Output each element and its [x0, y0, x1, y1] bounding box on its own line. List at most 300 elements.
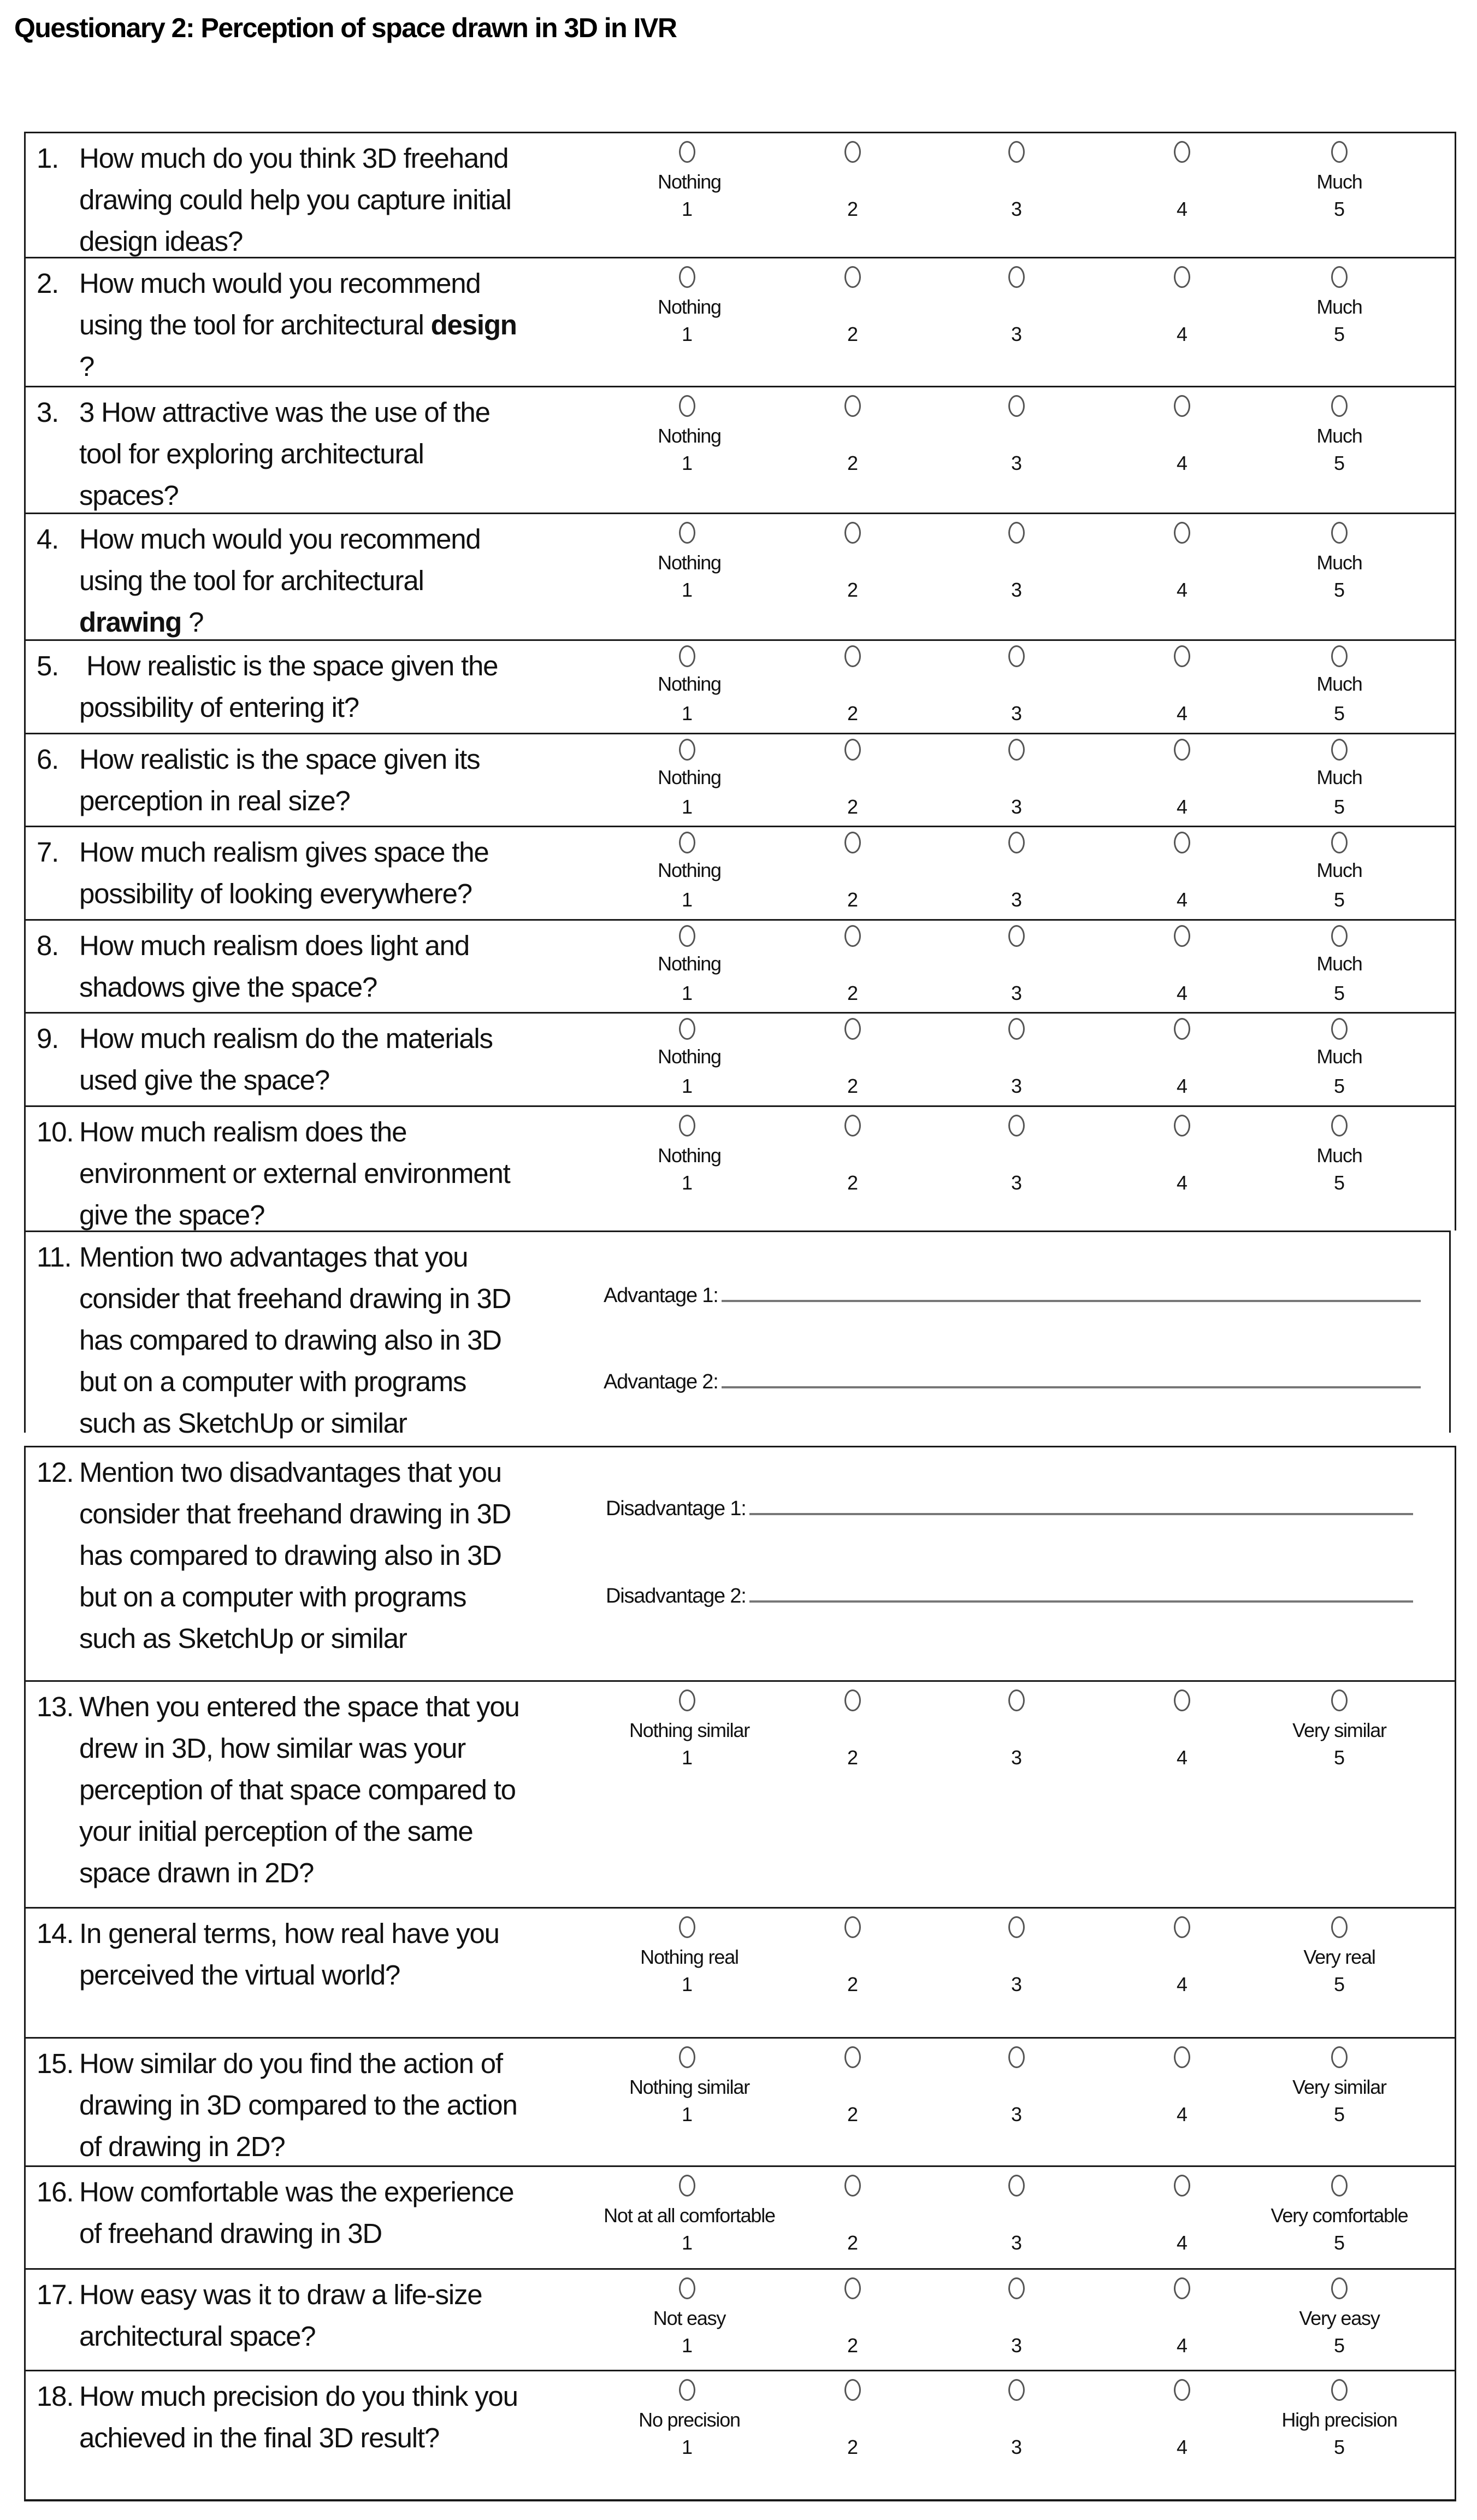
radio-button-2[interactable]	[844, 1689, 861, 1711]
question-row-5	[24, 639, 1456, 733]
radio-button-4[interactable]	[1174, 1115, 1190, 1137]
radio-button-4[interactable]	[1174, 1018, 1190, 1040]
emphasis-word: design	[430, 309, 517, 340]
question-row-2	[24, 257, 1456, 386]
scale-value: 3	[1011, 323, 1023, 345]
question-text	[37, 1452, 583, 1659]
radio-button-1[interactable]	[679, 2175, 695, 2197]
scale-value: 4	[1176, 1973, 1188, 1995]
likert-scale	[26, 514, 1455, 639]
radio-button-2[interactable]	[844, 925, 861, 947]
question-number: 6.	[37, 744, 59, 775]
scale-high-label: Very similar	[1292, 2076, 1386, 2098]
radio-button-5[interactable]	[1331, 141, 1348, 163]
likert-scale	[26, 2270, 1455, 2370]
radio-button-2[interactable]	[844, 739, 861, 761]
question-number: 11.	[37, 1241, 72, 1273]
scale-value: 5	[1333, 452, 1345, 474]
radio-button-1[interactable]	[679, 395, 695, 417]
scale-value: 1	[681, 323, 693, 345]
scale-value: 2	[847, 1075, 859, 1097]
question-line: How much precision do you think you	[79, 2381, 518, 2412]
question-line: drawing could help you capture initial	[79, 184, 511, 215]
likert-scale	[26, 2371, 1455, 2499]
question-line: How realistic is the space given the	[79, 650, 498, 681]
scale-value: 4	[1176, 452, 1188, 474]
radio-button-1[interactable]	[679, 1916, 695, 1938]
scale-value: 4	[1176, 796, 1188, 818]
scale-value: 4	[1176, 2232, 1188, 2254]
scale-value: 4	[1176, 982, 1188, 1004]
scale-high-label: Very real	[1303, 1946, 1375, 1968]
radio-button-5[interactable]	[1331, 1018, 1348, 1040]
question-line: spaces?	[79, 480, 179, 511]
scale-value: 5	[1333, 1171, 1345, 1194]
radio-button-4[interactable]	[1174, 266, 1190, 288]
question-line: architectural space?	[79, 2321, 316, 2352]
option-5	[1241, 266, 1438, 288]
advantage-2-field	[604, 1368, 1421, 1394]
radio-button-3[interactable]	[1008, 141, 1025, 163]
question-line: achieved in the final 3D result?	[79, 2422, 440, 2453]
scale-low-label: No precision	[639, 2409, 740, 2431]
question-line: but on a computer with programs	[79, 1366, 466, 1397]
likert-scale	[26, 734, 1455, 826]
radio-button-5[interactable]	[1331, 1916, 1348, 1938]
radio-button-5[interactable]	[1331, 2277, 1348, 2299]
scale-low-label: Nothing	[658, 1144, 721, 1167]
radio-button-4[interactable]	[1174, 2379, 1190, 2401]
scale-value: 1	[681, 888, 693, 911]
question-number: 12.	[37, 1457, 74, 1488]
scale-value: 1	[681, 452, 693, 474]
radio-button-5[interactable]	[1331, 522, 1348, 544]
question-number: 8.	[37, 930, 59, 961]
radio-button-3[interactable]	[1008, 522, 1025, 544]
radio-button-2[interactable]	[844, 141, 861, 163]
radio-button-3[interactable]	[1008, 266, 1025, 288]
question-row-11	[24, 1230, 1451, 1439]
question-line: shadows give the space?	[79, 972, 377, 1003]
question-number: 15.	[37, 2048, 74, 2079]
scale-low-label: Nothing	[658, 296, 721, 318]
question-line: ?	[181, 607, 204, 638]
radio-button-5[interactable]	[1331, 266, 1348, 288]
answer-blank-line[interactable]	[749, 1494, 1413, 1515]
question-row-18	[24, 2370, 1456, 2501]
scale-value: 1	[681, 1075, 693, 1097]
scale-high-label: Much	[1316, 766, 1362, 788]
scale-high-label: Much	[1316, 1144, 1362, 1167]
scale-value: 3	[1011, 2436, 1023, 2458]
radio-button-3[interactable]	[1008, 645, 1025, 667]
scale-value: 1	[681, 198, 693, 220]
radio-button-2[interactable]	[844, 2379, 861, 2401]
radio-button-2[interactable]	[844, 266, 861, 288]
radio-button-2[interactable]	[844, 1115, 861, 1137]
scale-value: 3	[1011, 982, 1023, 1004]
scale-value: 1	[681, 796, 693, 818]
likert-scale	[26, 1014, 1455, 1105]
radio-button-4[interactable]	[1174, 2277, 1190, 2299]
radio-button-1[interactable]	[679, 2379, 695, 2401]
scale-high-label: Much	[1316, 170, 1362, 193]
radio-button-2[interactable]	[844, 2277, 861, 2299]
question-line: ?	[79, 351, 94, 382]
answer-blank-line[interactable]	[722, 1368, 1421, 1388]
scale-value: 1	[681, 1171, 693, 1194]
scale-high-label: Much	[1316, 859, 1362, 881]
radio-button-3[interactable]	[1008, 2046, 1025, 2068]
question-line: but on a computer with programs	[79, 1581, 466, 1612]
question-line: How much do you think 3D freehand	[79, 143, 509, 174]
question-line: possibility of entering it?	[79, 692, 359, 723]
radio-button-2[interactable]	[844, 1916, 861, 1938]
radio-button-4[interactable]	[1174, 832, 1190, 853]
radio-button-5[interactable]	[1331, 2379, 1348, 2401]
question-line: How similar do you find the action of	[79, 2048, 503, 2079]
scale-low-label: Nothing	[658, 859, 721, 881]
emphasis-word: drawing	[79, 607, 182, 638]
question-line: using the tool for architectural	[79, 309, 431, 340]
radio-button-4[interactable]	[1174, 2046, 1190, 2068]
question-line: How much realism does the	[79, 1116, 407, 1147]
scale-value: 5	[1333, 2103, 1345, 2125]
radio-button-3[interactable]	[1008, 1916, 1025, 1938]
scale-value: 5	[1333, 1746, 1345, 1769]
question-number: 17.	[37, 2279, 74, 2310]
radio-button-3[interactable]	[1008, 1689, 1025, 1711]
scale-value: 1	[681, 579, 693, 601]
scale-low-label: Nothing	[658, 952, 721, 975]
radio-button-3[interactable]	[1008, 925, 1025, 947]
scale-value: 2	[847, 1973, 859, 1995]
scale-low-label: Not at all comfortable	[604, 2204, 775, 2227]
scale-value: 3	[1011, 1746, 1023, 1769]
likert-scale	[26, 641, 1455, 733]
likert-scale	[26, 2167, 1455, 2268]
page-title: Questionary 2: Perception of space drawn in 3D in IVR	[14, 13, 677, 43]
radio-button-4[interactable]	[1174, 645, 1190, 667]
scale-value: 3	[1011, 2232, 1023, 2254]
scale-low-label: Nothing	[658, 425, 721, 447]
likert-scale	[26, 1682, 1455, 1907]
likert-scale	[26, 921, 1455, 1012]
radio-button-2[interactable]	[844, 645, 861, 667]
question-line: When you entered the space that you	[79, 1691, 519, 1722]
scale-low-label: Nothing	[658, 1045, 721, 1068]
radio-button-5[interactable]	[1331, 832, 1348, 853]
radio-button-3[interactable]	[1008, 395, 1025, 417]
question-row-7	[24, 826, 1456, 919]
radio-button-3[interactable]	[1008, 1115, 1025, 1137]
option-5	[1241, 2046, 1438, 2068]
option-5	[1241, 2277, 1438, 2299]
radio-button-1[interactable]	[679, 739, 695, 761]
question-number: 3.	[37, 397, 59, 428]
question-number: 5.	[37, 650, 59, 681]
question-text	[37, 1237, 583, 1444]
scale-value: 4	[1176, 702, 1188, 725]
scale-value: 3	[1011, 579, 1023, 601]
radio-button-4[interactable]	[1174, 141, 1190, 163]
radio-button-1[interactable]	[679, 141, 695, 163]
radio-button-4[interactable]	[1174, 1689, 1190, 1711]
radio-button-3[interactable]	[1008, 2175, 1025, 2197]
question-line: drew in 3D, how similar was your	[79, 1733, 466, 1764]
scale-value: 2	[847, 796, 859, 818]
option-5	[1241, 141, 1438, 163]
scale-value: 4	[1176, 1746, 1188, 1769]
radio-button-3[interactable]	[1008, 739, 1025, 761]
scale-value: 5	[1333, 1973, 1345, 1995]
scale-value: 1	[681, 1973, 693, 1995]
question-row-1	[24, 132, 1456, 257]
radio-button-4[interactable]	[1174, 1916, 1190, 1938]
scale-value: 4	[1176, 579, 1188, 601]
likert-scale	[26, 1107, 1455, 1230]
radio-button-1[interactable]	[679, 2046, 695, 2068]
question-line: perception in real size?	[79, 785, 350, 816]
question-line: In general terms, how real have you	[79, 1918, 499, 1949]
radio-button-5[interactable]	[1331, 1689, 1348, 1711]
option-5	[1241, 522, 1438, 544]
question-line: How realistic is the space given its	[79, 744, 480, 775]
question-number: 10.	[37, 1116, 74, 1147]
radio-button-4[interactable]	[1174, 739, 1190, 761]
question-number: 16.	[37, 2176, 74, 2207]
radio-button-5[interactable]	[1331, 739, 1348, 761]
scale-value: 2	[847, 1171, 859, 1194]
scale-value: 2	[847, 579, 859, 601]
question-line: give the space?	[79, 1199, 265, 1230]
scale-value: 4	[1176, 323, 1188, 345]
question-line: has compared to drawing also in 3D	[79, 1540, 501, 1571]
scale-value: 4	[1176, 888, 1188, 911]
likert-scale	[26, 258, 1455, 386]
question-line: used give the space?	[79, 1064, 330, 1096]
likert-scale	[26, 2039, 1455, 2165]
question-line: environment or external environment	[79, 1158, 510, 1189]
question-row-14	[24, 1907, 1456, 2037]
scale-value: 2	[847, 2103, 859, 2125]
question-line: Mention two advantages that you	[79, 1241, 468, 1273]
question-number: 13.	[37, 1691, 74, 1722]
radio-button-3[interactable]	[1008, 2277, 1025, 2299]
scale-value: 2	[847, 2232, 859, 2254]
question-line: How easy was it to draw a life-size	[79, 2279, 482, 2310]
question-line: of drawing in 2D?	[79, 2131, 285, 2162]
question-line: your initial perception of the same	[79, 1816, 473, 1847]
question-line: 3 How attractive was the use of the	[79, 397, 490, 428]
radio-button-5[interactable]	[1331, 395, 1348, 417]
radio-button-2[interactable]	[844, 522, 861, 544]
question-number: 9.	[37, 1023, 59, 1054]
option-5	[1241, 645, 1438, 667]
advantage-1-field	[604, 1281, 1421, 1308]
scale-value: 2	[847, 888, 859, 911]
question-line: such as SketchUp or similar	[79, 1623, 407, 1654]
radio-button-4[interactable]	[1174, 522, 1190, 544]
question-line: consider that freehand drawing in 3D	[79, 1283, 511, 1314]
scale-value: 5	[1333, 1075, 1345, 1097]
question-line: How much realism does light and	[79, 930, 469, 961]
question-line: How comfortable was the experience	[79, 2176, 514, 2207]
radio-button-3[interactable]	[1008, 2379, 1025, 2401]
scale-value: 2	[847, 323, 859, 345]
scale-value: 4	[1176, 198, 1188, 220]
answer-blank-line[interactable]	[722, 1281, 1421, 1302]
radio-button-2[interactable]	[844, 2175, 861, 2197]
scale-value: 3	[1011, 1075, 1023, 1097]
scale-value: 2	[847, 982, 859, 1004]
scale-value: 2	[847, 2436, 859, 2458]
scale-value: 5	[1333, 2232, 1345, 2254]
question-row-17	[24, 2268, 1456, 2370]
radio-button-5[interactable]	[1331, 645, 1348, 667]
question-line: How much realism gives space the	[79, 837, 489, 868]
question-row-6	[24, 733, 1456, 826]
question-number: 1.	[37, 143, 59, 174]
radio-button-1[interactable]	[679, 1018, 695, 1040]
scale-value: 2	[847, 198, 859, 220]
question-line: consider that freehand drawing in 3D	[79, 1498, 511, 1529]
scale-value: 4	[1176, 1171, 1188, 1194]
question-line: tool for exploring architectural	[79, 438, 424, 469]
field-label: Disadvantage 1:	[606, 1497, 746, 1520]
scale-low-label: Nothing real	[640, 1946, 738, 1968]
scale-value: 2	[847, 452, 859, 474]
scale-value: 5	[1333, 2436, 1345, 2458]
question-line: How much realism do the materials	[79, 1023, 493, 1054]
scale-value: 5	[1333, 702, 1345, 725]
radio-button-2[interactable]	[844, 395, 861, 417]
question-line: such as SketchUp or similar	[79, 1408, 407, 1439]
scale-value: 1	[681, 702, 693, 725]
scale-high-label: Very similar	[1292, 1719, 1386, 1741]
scale-high-label: Much	[1316, 673, 1362, 695]
option-5	[1241, 739, 1438, 761]
radio-button-1[interactable]	[679, 522, 695, 544]
radio-button-2[interactable]	[844, 2046, 861, 2068]
scale-low-label: Nothing similar	[629, 2076, 750, 2098]
question-row-13	[24, 1680, 1456, 1907]
scale-value: 3	[1011, 1171, 1023, 1194]
scale-value: 5	[1333, 796, 1345, 818]
field-label: Advantage 2:	[604, 1370, 718, 1393]
scale-low-label: Nothing	[658, 170, 721, 193]
question-number: 18.	[37, 2381, 74, 2412]
scale-value: 5	[1333, 579, 1345, 601]
question-row-9	[24, 1012, 1456, 1105]
scale-value: 3	[1011, 888, 1023, 911]
question-row-8	[24, 919, 1456, 1012]
question-line: How much would you recommend	[79, 523, 481, 555]
scale-value: 2	[847, 702, 859, 725]
scale-value: 5	[1333, 198, 1345, 220]
scale-value: 4	[1176, 1075, 1188, 1097]
scale-value: 3	[1011, 2334, 1023, 2357]
scale-value: 5	[1333, 982, 1345, 1004]
question-line: of freehand drawing in 3D	[79, 2218, 382, 2249]
question-line: possibility of looking everywhere?	[79, 878, 472, 909]
likert-scale	[26, 1909, 1455, 2037]
option-5	[1241, 2175, 1438, 2197]
scale-high-label: Very comfortable	[1271, 2204, 1408, 2227]
scale-high-label: Very easy	[1299, 2307, 1380, 2329]
field-label: Disadvantage 2:	[606, 1585, 746, 1608]
scale-low-label: Not easy	[653, 2307, 726, 2329]
option-5	[1241, 925, 1438, 947]
disadvantage-1-field	[606, 1494, 1413, 1521]
question-line: using the tool for architectural	[79, 565, 424, 596]
scale-low-label: Nothing	[658, 551, 721, 574]
question-number: 4.	[37, 523, 59, 555]
radio-button-1[interactable]	[679, 1689, 695, 1711]
radio-button-1[interactable]	[679, 266, 695, 288]
radio-button-3[interactable]	[1008, 1018, 1025, 1040]
scale-low-label: Nothing	[658, 766, 721, 788]
scale-value: 1	[681, 2103, 693, 2125]
question-row-12	[24, 1446, 1456, 1680]
scale-value: 2	[847, 1746, 859, 1769]
radio-button-1[interactable]	[679, 645, 695, 667]
option-5	[1241, 1115, 1438, 1137]
radio-button-1[interactable]	[679, 925, 695, 947]
disadvantage-2-field	[606, 1582, 1413, 1608]
scale-high-label: High precision	[1281, 2409, 1397, 2431]
scale-high-label: Much	[1316, 952, 1362, 975]
radio-button-2[interactable]	[844, 832, 861, 853]
answer-blank-line[interactable]	[749, 1582, 1413, 1603]
radio-button-4[interactable]	[1174, 395, 1190, 417]
question-row-16	[24, 2165, 1456, 2268]
radio-button-5[interactable]	[1331, 2046, 1348, 2068]
scale-value: 1	[681, 2232, 693, 2254]
scale-value: 5	[1333, 888, 1345, 911]
scale-value: 1	[681, 2334, 693, 2357]
radio-button-1[interactable]	[679, 832, 695, 853]
question-row-3	[24, 386, 1456, 513]
scale-value: 1	[681, 1746, 693, 1769]
question-line: space drawn in 2D?	[79, 1857, 314, 1888]
question-line: has compared to drawing also in 3D	[79, 1324, 501, 1356]
radio-button-1[interactable]	[679, 1115, 695, 1137]
scale-high-label: Much	[1316, 425, 1362, 447]
question-line: drawing in 3D compared to the action	[79, 2089, 517, 2121]
radio-button-1[interactable]	[679, 2277, 695, 2299]
scale-value: 1	[681, 2436, 693, 2458]
radio-button-2[interactable]	[844, 1018, 861, 1040]
radio-button-3[interactable]	[1008, 832, 1025, 853]
scale-value: 2	[847, 2334, 859, 2357]
question-line: Mention two disadvantages that you	[79, 1457, 501, 1488]
radio-button-5[interactable]	[1331, 925, 1348, 947]
likert-scale	[26, 827, 1455, 919]
radio-button-4[interactable]	[1174, 925, 1190, 947]
question-row-10	[24, 1105, 1456, 1230]
option-5	[1241, 832, 1438, 853]
scale-high-label: Much	[1316, 1045, 1362, 1068]
scale-high-label: Much	[1316, 551, 1362, 574]
question-row-15	[24, 2037, 1456, 2165]
option-5	[1241, 2379, 1438, 2401]
scale-value: 5	[1333, 323, 1345, 345]
radio-button-4[interactable]	[1174, 2175, 1190, 2197]
radio-button-5[interactable]	[1331, 1115, 1348, 1137]
question-line: How much would you recommend	[79, 268, 481, 299]
radio-button-5[interactable]	[1331, 2175, 1348, 2197]
